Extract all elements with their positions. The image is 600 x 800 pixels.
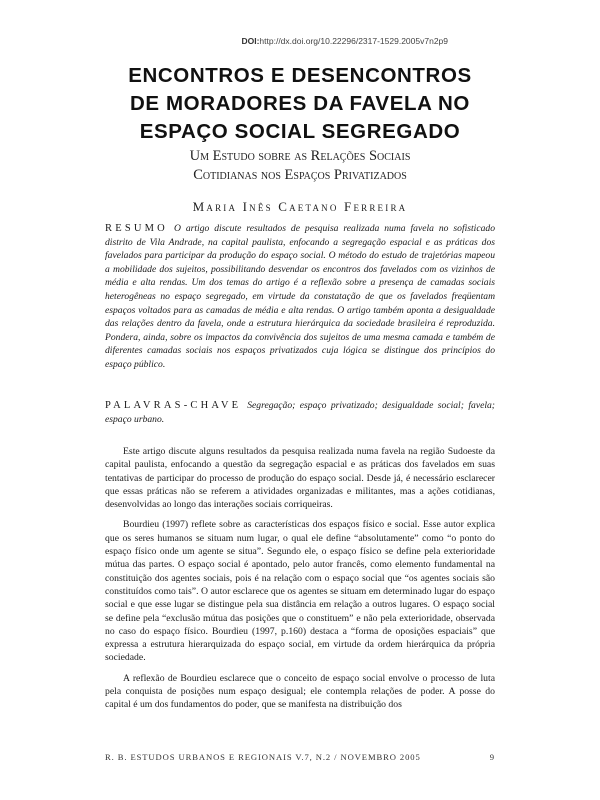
body-paragraph-1: Este artigo discute alguns resultados da pesquisa realizada numa favela na região Sudoeste da capital paulista, enfocando a questão da segregação espacial e as práticas dos favelados em suas tentativas de participar do processo de produção do espaço social. Desde já, é necessário esclarecer que essas práticas não se referem a atividades organizadas e militantes, mas a ações cotidianas, desenvolvidas ao longo das interações sociais corriqueiras.	[105, 446, 495, 511]
keywords	[105, 399, 495, 426]
article-title-text: ENCONTROS E DESENCONTROS DE MORADORES DA FAVELA NO ESPAÇO SOCIAL SEGREGADO	[128, 64, 472, 143]
doi-link[interactable]: http://dx.doi.org/10.22296/2317-1529.2005v7n2p9	[259, 36, 448, 46]
body-paragraph-3: A reflexão de Bourdieu esclarece que o conceito de espaço social envolve o processo de luta pela conquista de posições num espaço desigual; ele contempla relações de poder. A posse do capital é um dos fundamentos do poder, que se manifesta na distribuição dos	[105, 672, 495, 711]
doi-line	[241, 36, 448, 46]
page-number: 9	[489, 752, 495, 762]
subtitle-line-2: Cotidianas nos Espaços Privatizados	[193, 167, 407, 183]
article-title	[0, 62, 600, 146]
abstract-label: RESUMO	[105, 223, 168, 234]
journal-reference: R. B. ESTUDOS URBANOS E REGIONAIS V.7, N.2 / NOVEMBRO 2005	[105, 752, 421, 762]
article-subtitle	[0, 147, 600, 185]
article-body	[105, 445, 495, 719]
abstract-text: O artigo discute resultados de pesquisa realizada numa favela no sofisticado distrito de Vila Andrade, na capital paulista, enfocando a segregação espacial e as práticas dos favelados para participar da produção do espaço social. O método do estudo de trajetórias mapeou a mobilidade dos sujeitos, possibilitando desvendar os encontros dos favelados com os vizinhos de média e alta rendas. Um dos temas do artigo é a reflexão sobre a presença de camadas sociais heterogêneas no espaço segregado, em virtude da constatação de que os favelados freqüentam espaços voltados para as camadas de média e alta rendas. O artigo também aponta a desigualdade das relações dentro da favela, onde a estrutura hierárquica da sociedade brasileira é reproduzida. Pondera, ainda, sobre os impactos da convivência dos sujeitos de uma mesma camada e também de diferentes camadas sociais nos espaços privatizados cuja lógica se distingue dos princípios do espaço público.	[105, 223, 495, 370]
subtitle-line-1: Um Estudo sobre as Relações Sociais	[189, 148, 411, 164]
body-paragraph-2: Bourdieu (1997) reflete sobre as características dos espaços físico e social. Esse autor explica que os seres humanos se situam num lugar, o qual ele define “absolutamente” como “o ponto do espaço físico onde um agente se situa”. Segundo ele, o espaço físico se define pela exterioridade mútua das partes. O espaço social é apontado, pelo autor francês, como elemento fundamental na constituição dos agentes sociais, pois é na relação com o espaço social que “os agentes sociais são constituídos como tais”. O autor esclarece que os agentes se situam em determinado lugar do espaço social e que esse lugar se distingue pela sua distância em relação a outros lugares. O espaço social se define pela “exclusão mútua das posições que o constituem” e não pela exterioridade, observada no caso do espaço físico. Bourdieu (1997, p.160) destaca a “forma de oposições espaciais” que expressa a estrutura hierarquizada do espaço social, em virtude da ordem hierárquica da própria sociedade.	[105, 519, 495, 664]
doi-label: DOI:	[241, 36, 260, 46]
page-footer	[105, 752, 495, 762]
abstract	[105, 222, 495, 372]
keywords-label: PALAVRAS-CHAVE	[105, 400, 242, 411]
keywords-text: Segregação; espaço privatizado; desigualdade social; favela; espaço urbano.	[105, 400, 495, 425]
author-name: Maria Inês Caetano Ferreira	[192, 199, 408, 214]
